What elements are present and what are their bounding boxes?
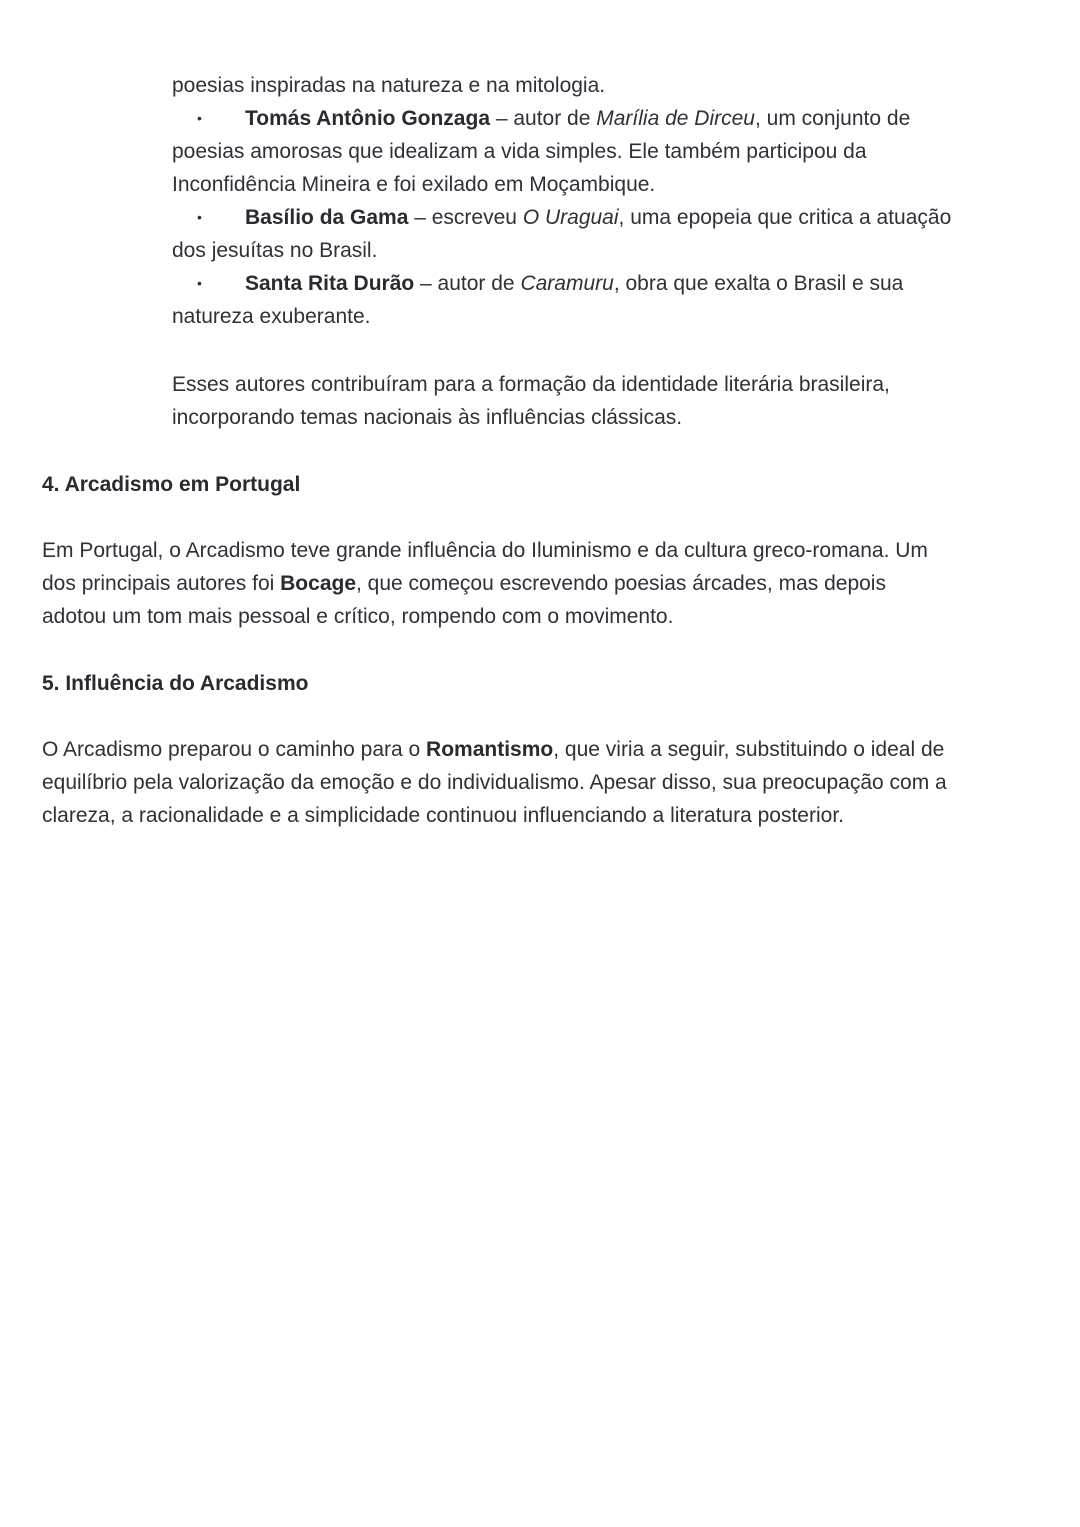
- list-item: [0, 201, 952, 234]
- intro-tail: poesias inspiradas na natureza e na mitologia.: [172, 74, 606, 97]
- bullet-icon: •: [197, 275, 202, 291]
- conclusion-line: Esses autores contribuíram para a formação da identidade literária brasileira,: [172, 373, 890, 396]
- paragraph-line: [42, 567, 1042, 600]
- author-dash-text: – autor de: [490, 107, 597, 130]
- conclusion-line: incorporando temas nacionais às influências clássicas.: [172, 406, 683, 429]
- list-item: [0, 102, 911, 135]
- authors-list: [172, 69, 1032, 333]
- author-continuation: natureza exuberante.: [172, 305, 371, 328]
- paragraph-line: [42, 733, 1042, 766]
- author-description: , um conjunto de: [754, 107, 911, 130]
- author-name: Santa Rita Durão: [245, 272, 415, 295]
- author-description: , obra que exalta o Brasil e sua: [613, 272, 904, 295]
- paragraph-line: Em Portugal, o Arcadismo teve grande influência do Iluminismo e da cultura greco-romana. Um: [42, 539, 928, 562]
- bullet-icon: •: [197, 110, 202, 126]
- text-fragment: , que viria a seguir, substituindo o ideal de: [553, 738, 945, 761]
- section-heading-portugal: 4. Arcadismo em Portugal: [42, 473, 301, 496]
- work-title: Caramuru: [520, 272, 614, 295]
- author-dash-text: – escreveu: [408, 206, 523, 229]
- paragraph-line: adotou um tom mais pessoal e crítico, rompendo com o movimento.: [42, 605, 674, 628]
- romantismo-term: Romantismo: [426, 738, 554, 761]
- text-fragment: dos principais autores foi: [42, 572, 281, 595]
- influence-paragraph: [42, 733, 1042, 832]
- author-continuation: poesias amorosas que idealizam a vida simples. Ele também participou da: [172, 140, 867, 163]
- work-title: Marília de Dirceu: [596, 107, 755, 130]
- author-continuation: dos jesuítas no Brasil.: [172, 239, 378, 262]
- paragraph-line: clareza, a racionalidade e a simplicidade continuou influenciando a literatura posterior.: [42, 804, 844, 827]
- list-item: [0, 267, 904, 300]
- author-dash-text: – autor de: [414, 272, 521, 295]
- bocage-name: Bocage: [280, 572, 356, 595]
- authors-conclusion: [172, 368, 1032, 434]
- portugal-paragraph: [42, 534, 1042, 633]
- text-fragment: , que começou escrevendo poesias árcades, mas depois: [356, 572, 886, 595]
- author-description: , uma epopeia que critica a atuação: [618, 206, 952, 229]
- text-fragment: O Arcadismo preparou o caminho para o: [42, 738, 427, 761]
- paragraph-line: equilíbrio pela valorização da emoção e do individualismo. Apesar disso, sua preocupação com a: [42, 771, 947, 794]
- author-continuation: Inconfidência Mineira e foi exilado em Moçambique.: [172, 173, 656, 196]
- author-name: Basílio da Gama: [245, 206, 409, 229]
- section-heading-influence: 5. Influência do Arcadismo: [42, 672, 309, 695]
- bullet-icon: •: [197, 209, 202, 225]
- author-name: Tomás Antônio Gonzaga: [245, 107, 490, 130]
- work-title: O Uraguai: [522, 206, 619, 229]
